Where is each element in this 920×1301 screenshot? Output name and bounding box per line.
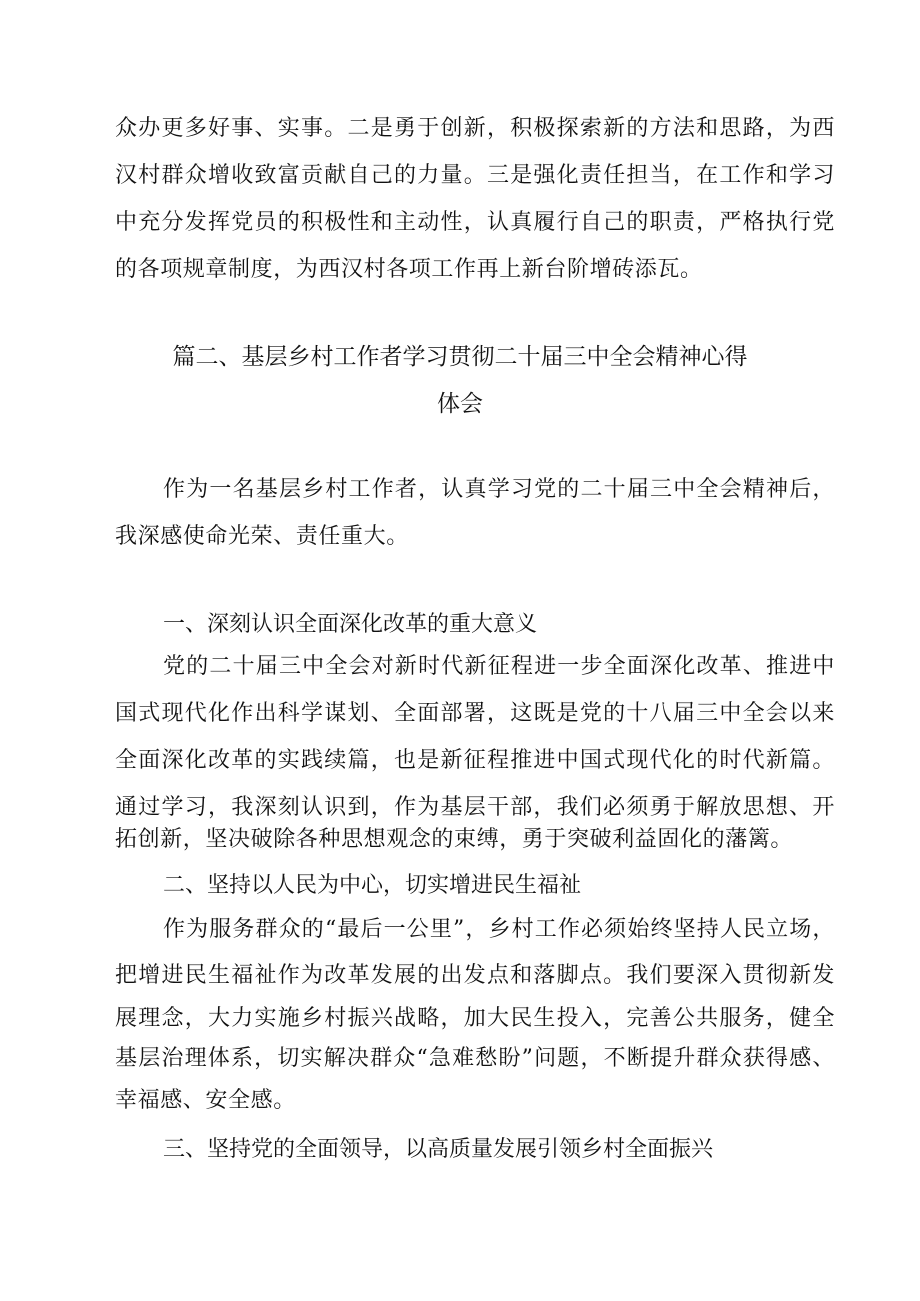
paragraph-line: 众办更多好事、实事。二是勇于创新，积极探索新的方法和思路，为西 xyxy=(115,116,835,141)
paragraph-line: 展理念，大力实施乡村振兴战略，加大民生投入，完善公共服务，健全 xyxy=(115,1006,835,1031)
section-heading: 二、坚持以人民为中心，切实增进民生福祉 xyxy=(163,873,582,898)
paragraph-line: 通过学习，我深刻认识到，作为基层干部，我们必须勇于解放思想、开 xyxy=(115,795,835,820)
article-title-continued: 体会 xyxy=(437,391,483,417)
paragraph-line: 幸福感、安全感。 xyxy=(115,1088,296,1113)
paragraph-line: 党的二十届三中全会对新时代新征程进一步全面深化改革、推进中 xyxy=(163,654,835,679)
paragraph-line: 国式现代化作出科学谋划、全面部署，这既是党的十八届三中全会以来 xyxy=(115,701,835,726)
paragraph-line: 的各项规章制度，为西汉村各项工作再上新台阶增砖添瓦。 xyxy=(115,257,703,282)
article-title: 篇二、基层乡村工作者学习贯彻二十届三中全会精神心得 xyxy=(172,344,748,370)
paragraph-line: 拓创新，坚决破除各种思想观念的束缚，勇于突破利益固化的藩篱。 xyxy=(115,827,794,852)
paragraph-line: 全面深化改革的实践续篇，也是新征程推进中国式现代化的时代新篇。 xyxy=(115,748,835,773)
section-heading: 三、坚持党的全面领导，以高质量发展引领乡村全面振兴 xyxy=(163,1137,714,1162)
paragraph-line: 汉村群众增收致富贡献自己的力量。三是强化责任担当，在工作和学习 xyxy=(115,163,835,188)
paragraph-line: 作为服务群众的“最后一公里”，乡村工作必须始终坚持人民立场， xyxy=(163,917,835,942)
section-heading: 一、深刻认识全面深化改革的重大意义 xyxy=(163,612,538,637)
paragraph-line: 把增进民生福祉作为改革发展的出发点和落脚点。我们要深入贯彻新发 xyxy=(115,963,835,988)
paragraph-line: 中充分发挥党员的积极性和主动性，认真履行自己的职责，严格执行党 xyxy=(115,210,835,235)
paragraph-line: 基层治理体系，切实解决群众“急难愁盼”问题，不断提升群众获得感、 xyxy=(115,1046,835,1071)
intro-line: 作为一名基层乡村工作者，认真学习党的二十届三中全会精神后， xyxy=(163,477,835,502)
intro-line: 我深感使命光荣、责任重大。 xyxy=(115,524,409,549)
